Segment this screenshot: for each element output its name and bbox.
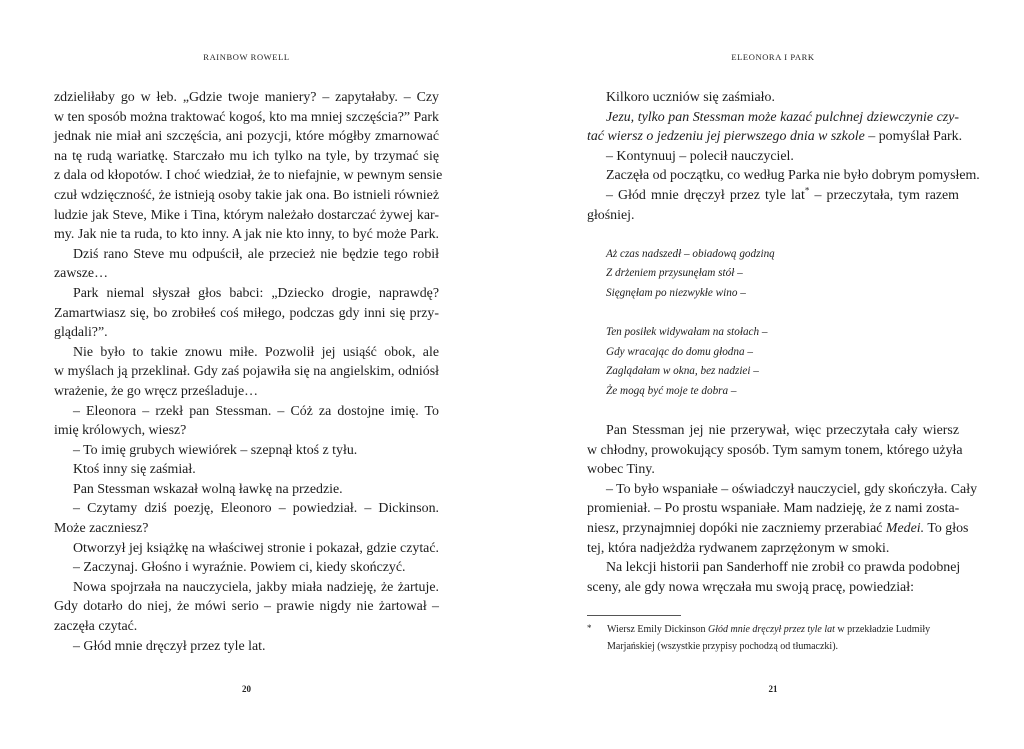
poem-line: Sięgnęłam po niezwykłe wino – — [606, 286, 746, 299]
running-head-author: RAINBOW ROWELL — [203, 52, 290, 62]
text-line: – To imię grubych wiewiórek – szepnął ktoś z tyłu. — [73, 442, 358, 458]
poem-line: Że mogą być moje te dobra – — [606, 384, 737, 397]
text-line: jednak nie miał ani szczęścia, ani pozycji, które mógłby zmarnować — [54, 129, 439, 145]
right-page — [587, 0, 980, 749]
text-line: Dziś rano Steve mu odpuścił, ale przecież nie będzie tego robił — [73, 246, 439, 262]
text-line: Może zaczniesz? — [54, 521, 149, 537]
text-line: my. Jak nie ta ruda, to kto inny. A jak nie kto inny, to być może Park. — [54, 227, 439, 243]
running-head-title: ELEONORA I PARK — [731, 52, 815, 62]
footnote-text: Wiersz Emily Dickinson — [607, 624, 706, 635]
text-line: Pan Stessman jej nie przerywał, więc przeczytała cały wiersz — [606, 423, 959, 439]
text-line: – Czytamy dziś poezję, Eleonoro – powiedział. – Dickinson. — [73, 501, 439, 517]
spacer — [587, 402, 959, 422]
poem-line: Ten posiłek widywałam na stołach – — [606, 326, 768, 339]
left-page-text — [54, 88, 443, 656]
spacer — [587, 304, 959, 324]
text-line: imię królowych, wiesz? — [54, 423, 187, 439]
text-line: w ten sposób można traktować kogoś, kto ma mniej szczęścia?” Park — [54, 109, 439, 125]
text-fragment: – Głód mnie dręczył przez tyle lat — [606, 187, 805, 203]
text-line: wrażenie, że go wręcz prześladuje… — [54, 383, 258, 399]
text-line: zdzieliłaby go w łeb. „Gdzie twoje maniery? – zapytałaby. – Czy — [54, 90, 439, 105]
text-line: tej, która nadjeżdża rydwanem zaprzężonym w smoki. — [587, 540, 890, 556]
text-line: – Kontynuuj – polecił nauczyciel. — [606, 148, 794, 164]
text-line: na tę rudą wariatkę. Starczało mu ich tylko na tyle, by trzymać się — [54, 148, 439, 164]
text-line: Nie było to takie znowu miłe. Pozwolił jej usiąść obok, ale — [73, 344, 439, 360]
text-line: – To było wspaniałe – oświadczył nauczyciel, gdy skończyła. Cały — [606, 481, 978, 497]
text-line: Zamartwiasz się, bo zrobiłeś coś miłego, podczas gdy inni się przy- — [54, 305, 439, 321]
text-line: Kilkoro uczniów się zaśmiało. — [606, 90, 775, 105]
text-line: Na lekcji historii pan Sanderhoff nie zrobił co prawda podobnej — [606, 560, 961, 576]
text-line: Park niemal słyszał głos babci: „Dziecko drogie, naprawdę? — [73, 285, 439, 301]
italic-title: Medei. — [885, 521, 925, 537]
poem-line: Aż czas nadszedł – obiadową godziną — [606, 247, 775, 260]
text-line: Pan Stessman wskazał wolną ławkę na przedzie. — [73, 481, 343, 497]
footnote-line — [587, 621, 959, 638]
right-page-text — [587, 88, 980, 597]
text-fragment: – przeczytała, tym razem — [814, 187, 959, 203]
text-line — [587, 519, 969, 539]
text-line: promieniał. – Po prostu wspaniałe. Mam nadzieję, że z nami zosta- — [587, 501, 960, 517]
text-fragment: To głos — [927, 521, 969, 537]
page-number-right: 21 — [768, 684, 778, 694]
text-line: – Zaczynaj. Głośno i wyraźnie. Powiem ci, kiedy skończyć. — [73, 560, 406, 576]
footnote-rule — [587, 615, 681, 616]
text-line: wobec Tiny. — [587, 462, 655, 478]
text-line: Zaczęła od początku, co według Parka nie było dobrym pomysłem. — [606, 168, 980, 184]
footnote-reference: * — [804, 185, 810, 196]
text-line: w myślach ją przeklinał. Gdy zaś pojawiła się na angielskim, odniósł — [54, 364, 439, 380]
text-line: – Głód mnie dręczył przez tyle lat. — [73, 638, 266, 654]
text-line: – Eleonora – rzekł pan Stessman. – Cóż za dostojne imię. To — [73, 403, 439, 419]
text-line: zawsze… — [54, 266, 108, 282]
text-line — [587, 108, 959, 128]
text-fragment: – pomyślał Park. — [868, 129, 963, 145]
italic-thought: tać wiersz o jedzeniu jej pierwszego dnia w szkole — [587, 129, 865, 145]
text-line: Otworzył jej książkę na właściwej stronie i pokazał, gdzie czytać. — [73, 540, 439, 556]
text-line: z dala od kłopotów. I choć wiedział, że to niefajnie, w pewnym sensie — [54, 168, 443, 184]
spacer — [587, 225, 959, 245]
italic-thought: Jezu, tylko pan Stessman może kazać pulchnej dziewczynie czy- — [606, 109, 959, 125]
text-line: ludzie jak Steve, Mike i Tina, którym należało dostarczać żywej kar- — [54, 207, 439, 223]
footnote-marker: * — [587, 623, 592, 633]
text-line: w chłodny, prowokujący sposób. Tym samym tonem, którego użyła — [587, 442, 963, 458]
text-line: sceny, ale gdy nowa wręczała mu swoją pracę, powiedział: — [587, 579, 914, 595]
text-line: Ktoś inny się zaśmiał. — [73, 462, 196, 478]
left-page — [54, 0, 443, 749]
poem-line: Z drżeniem przysunęłam stół – — [606, 267, 743, 280]
text-line: zaczęła czytać. — [54, 619, 138, 635]
footnote-poem-title: Głód mnie dręczył przez tyle lat — [707, 624, 835, 635]
text-line: glądali?”. — [54, 325, 108, 341]
text-line: Gdy dotarło do niej, że mówi serio – prawie nigdy nie żartował – — [54, 599, 439, 615]
text-line: Nowa spojrzała na nauczyciela, jakby miała nadzieję, że żartuje. — [73, 579, 439, 595]
text-line — [587, 127, 963, 147]
footnote-text: w przekładzie Ludmiły — [837, 624, 931, 635]
footnote — [587, 621, 959, 655]
page-number-left: 20 — [242, 684, 251, 694]
text-line: czuł wdzięczność, że istnieją osoby takie jak ona. Bo istnieli również — [54, 187, 439, 203]
footnote-line: Marjańskiej (wszystkie przypisy pochodzą od tłumaczki). — [607, 641, 839, 652]
text-line: głośniej. — [587, 207, 635, 223]
poem-line: Gdy wracając do domu głodna – — [606, 345, 753, 358]
poem-line: Zaglądałam w okna, bez nadziei – — [606, 365, 759, 378]
text-fragment: niesz, przynajmniej dopóki nie zaczniemy przerabiać — [587, 521, 883, 537]
text-line — [587, 186, 959, 206]
